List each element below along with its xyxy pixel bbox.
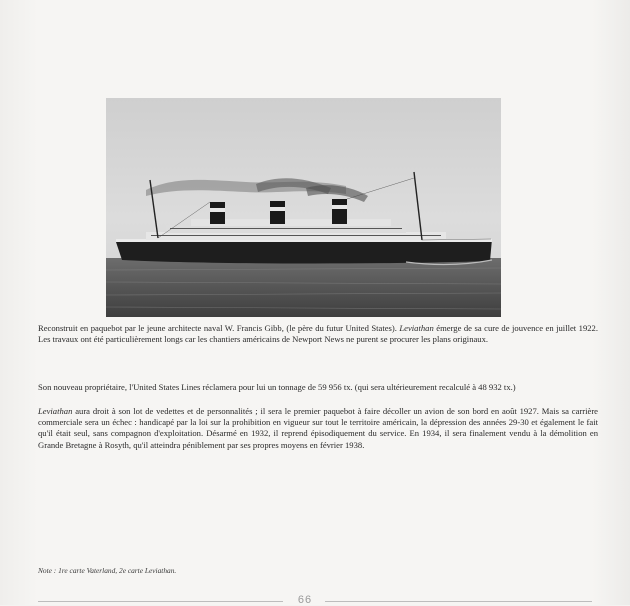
- page-number: 66: [297, 594, 313, 606]
- footer-divider: [325, 601, 592, 602]
- ship-name: Leviathan: [38, 406, 73, 416]
- footnote: Note : 1re carte Vaterland, 2e carte Leviathan.: [38, 566, 177, 575]
- ship-photograph: [106, 98, 501, 317]
- paragraph-owner: Son nouveau propriétaire, l'United States Lines réclamera pour lui un tonnage de 59 956 tx. (qui sera ultérieurement recalculé à 48 932 tx.): [38, 382, 516, 392]
- paragraph-text: émerge de sa cure de jouvence en juillet 1922. Les travaux ont été particulièrement longs car les chantiers américains de Newport News ne purent se procurer les plans originaux.: [38, 323, 598, 345]
- paragraph-text: Reconstruit en paquebot par le jeune architecte naval W. Francis Gibb, (le père du futur United States).: [38, 323, 400, 333]
- paragraph-text: aura droit à son lot de vedettes et de personnalités ; il sera le premier paquebot à faire décoller un avion de son bord en août 1927. Mais sa carrière commerciale sera un échec : handicapé par la loi sur la prohibition en vigueur sur tout le territoire américain, la dépression des années 29-30 et également le fait qu'il était seul, sans compagnon d'exploitation. Désarmé en 1932, il reprend épisodiquement du service. En 1934, il sera finalement vendu à la démolition en Grande Bretagne à Rosyth, qu'il atteindra péniblement par ses propres moyens en février 1938.: [38, 406, 598, 450]
- footer-divider: [38, 601, 283, 602]
- paragraph-reconstruction: [38, 323, 598, 345]
- paragraph-career: [38, 406, 598, 451]
- ocean-liner-photograph-icon: [106, 98, 501, 317]
- ship-name: Leviathan: [399, 323, 434, 333]
